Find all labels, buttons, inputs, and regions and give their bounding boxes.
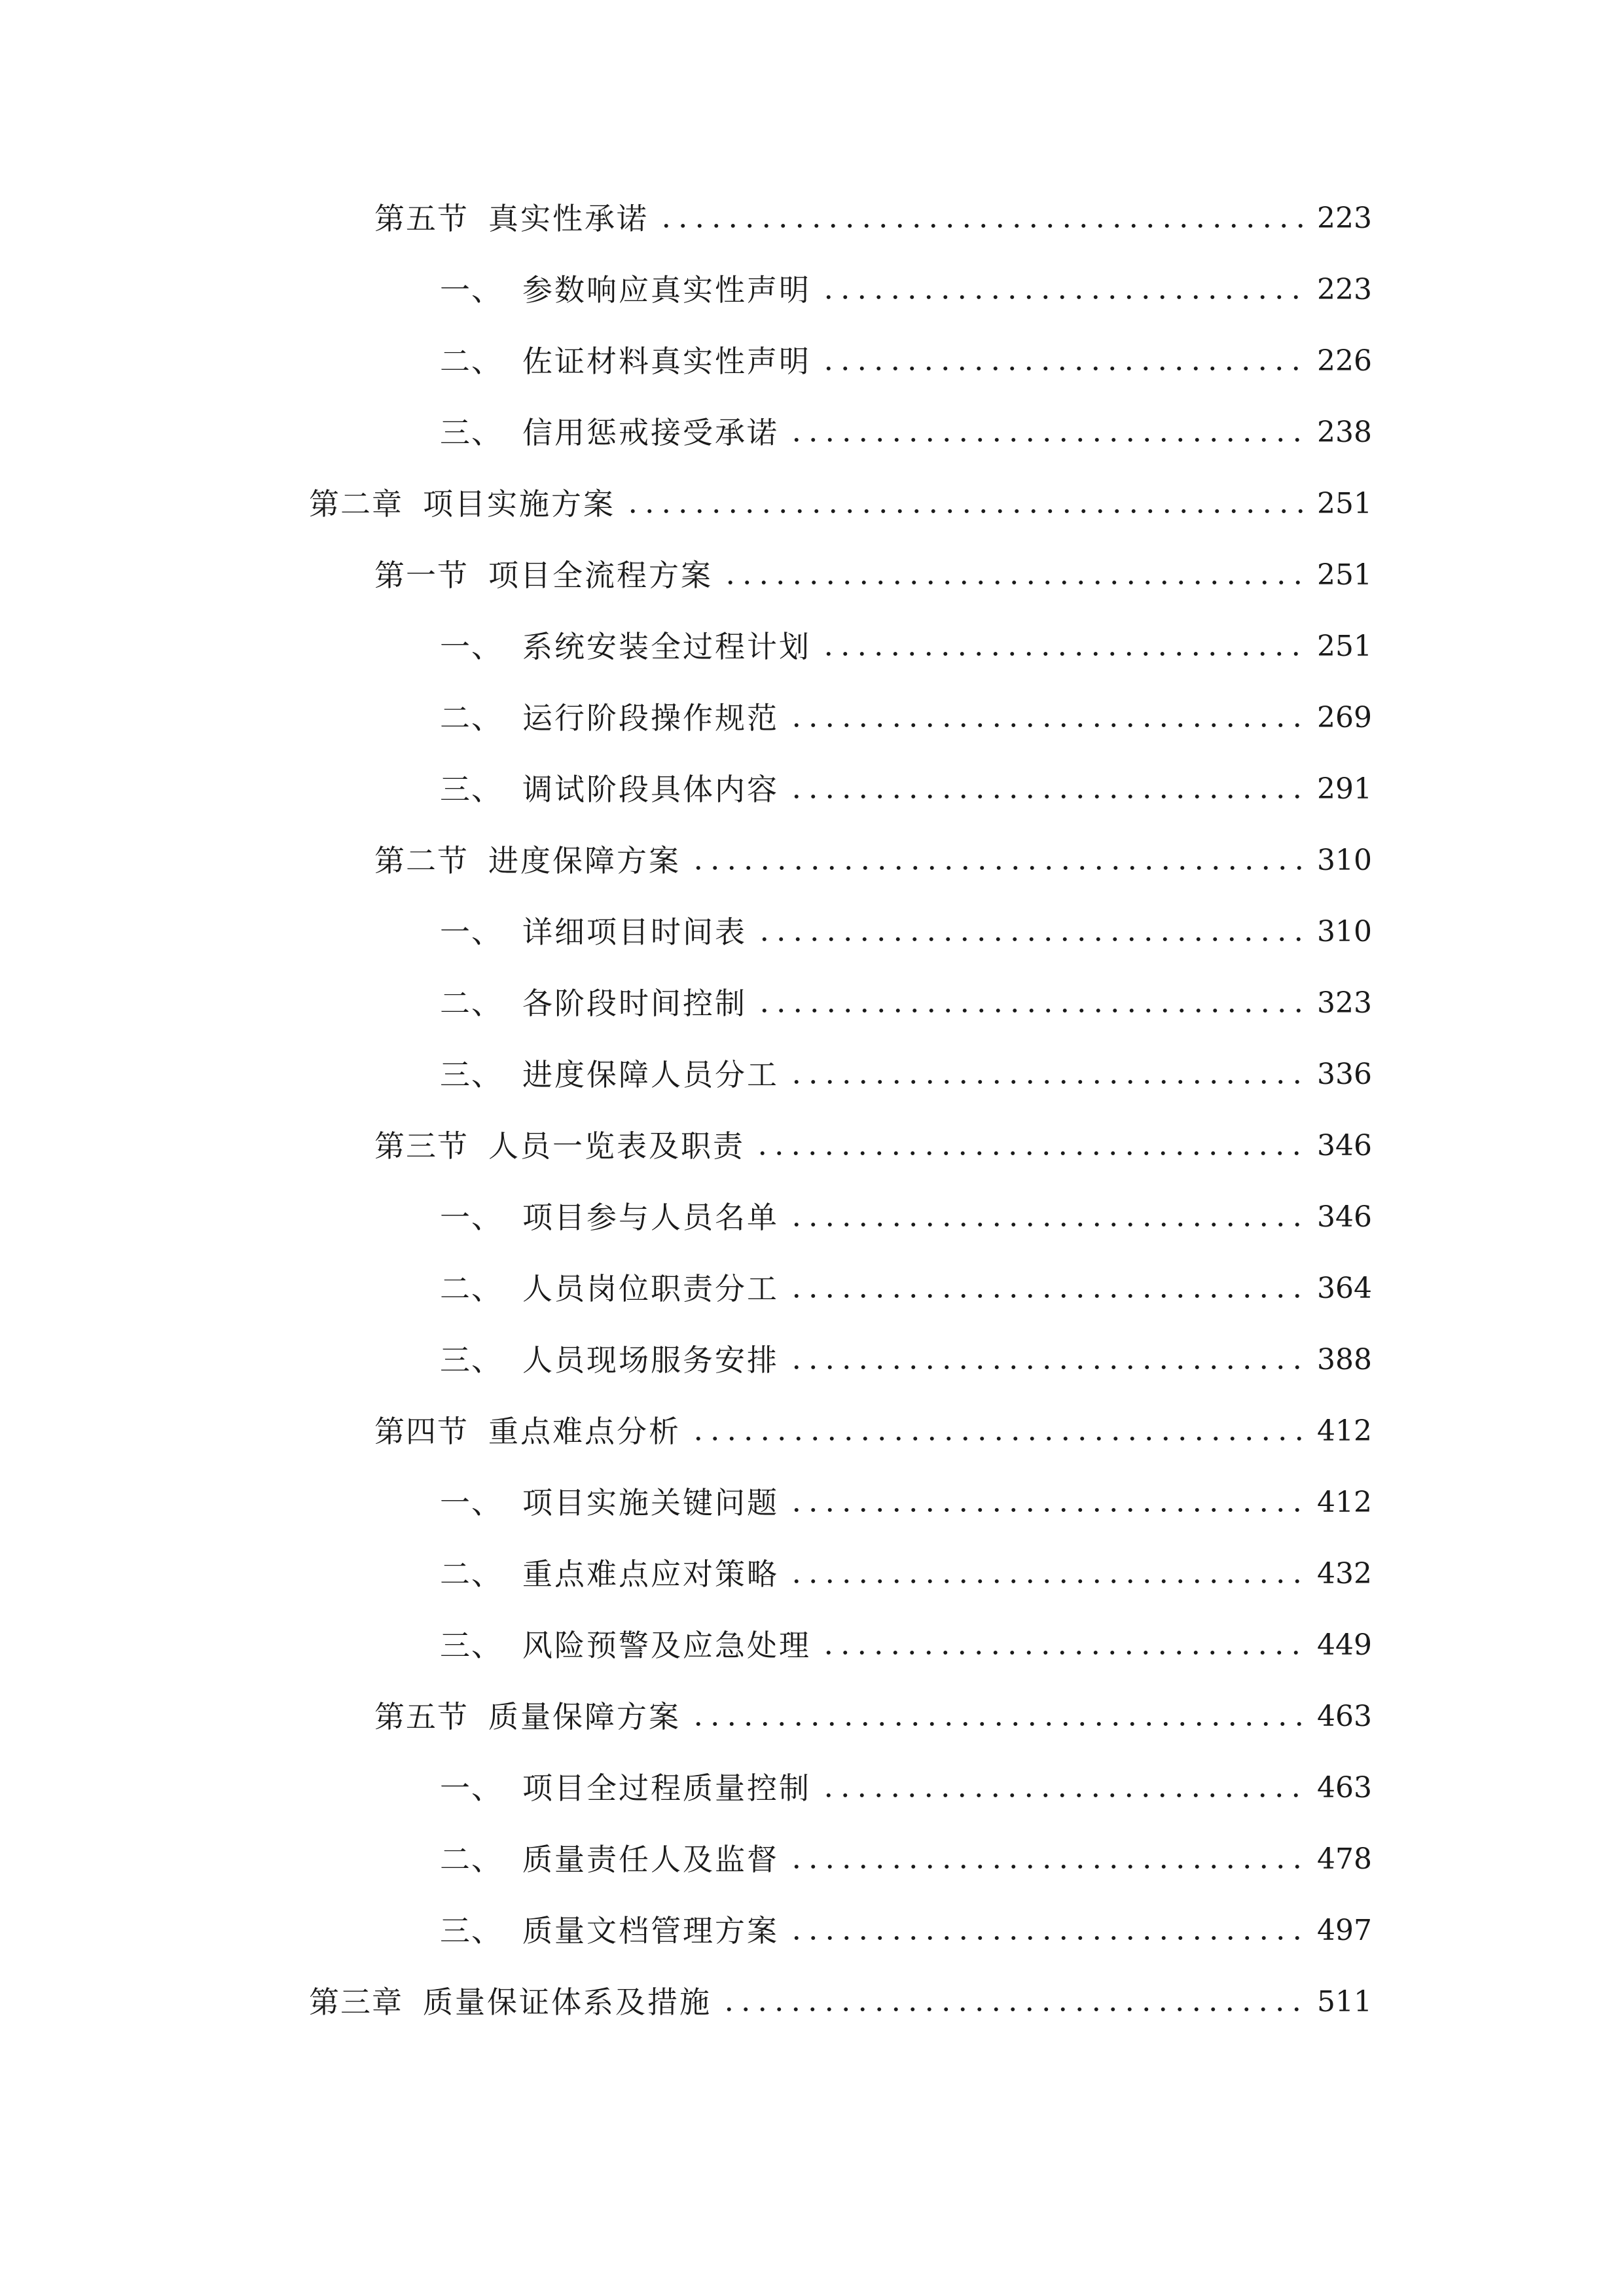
toc-entry[interactable] <box>440 692 1372 744</box>
toc-dot-leader <box>690 1721 1305 1727</box>
toc-entry-title: 调试阶段具体内容 <box>522 772 779 807</box>
toc-entry-number: 一、 <box>440 914 503 950</box>
toc-entry-number: 第二章 <box>309 486 403 522</box>
toc-entry[interactable] <box>440 1619 1372 1672</box>
toc-entry-page: 432 <box>1317 1557 1372 1590</box>
toc-entry-page: 346 <box>1317 1200 1372 1234</box>
toc-entry-page: 336 <box>1317 1058 1372 1091</box>
toc-entry-title: 质量责任人及监督 <box>522 1842 779 1877</box>
toc-entry[interactable] <box>440 763 1372 816</box>
toc-dot-leader <box>788 1864 1305 1869</box>
toc-dot-leader <box>788 1222 1305 1227</box>
toc-entry-page: 388 <box>1317 1343 1372 1376</box>
toc-entry-page: 269 <box>1317 701 1372 734</box>
toc-entry-number: 二、 <box>440 1842 503 1877</box>
toc-entry-title: 人员一览表及职责 <box>488 1128 745 1164</box>
toc-entry[interactable] <box>440 1905 1372 1957</box>
toc-entry[interactable] <box>440 1263 1372 1315</box>
toc-dot-leader <box>788 1293 1305 1299</box>
toc-dot-leader <box>690 865 1305 870</box>
toc-entry-title: 质量文档管理方案 <box>522 1913 779 1948</box>
toc-entry-number: 一、 <box>440 629 503 664</box>
toc-entry-page: 291 <box>1317 772 1372 806</box>
toc-entry[interactable] <box>440 1477 1372 1529</box>
toc-entry[interactable] <box>374 834 1372 887</box>
toc-dot-leader <box>754 1151 1305 1156</box>
toc-entry-title: 佐证材料真实性声明 <box>522 344 811 379</box>
toc-entry-page: 310 <box>1317 915 1372 948</box>
toc-entry[interactable] <box>374 192 1372 245</box>
toc-dot-leader <box>722 580 1305 585</box>
toc-entry-page: 449 <box>1317 1628 1372 1662</box>
toc-dot-leader <box>788 723 1305 728</box>
toc-entry-page: 323 <box>1317 986 1372 1020</box>
toc-entry-number: 三、 <box>440 1628 503 1663</box>
toc-entry[interactable] <box>440 1833 1372 1886</box>
toc-entry-number: 第三节 <box>374 1128 469 1164</box>
toc-entry-title: 信用惩戒接受承诺 <box>522 415 779 450</box>
toc-entry-page: 223 <box>1317 273 1372 306</box>
toc-entry-page: 251 <box>1317 558 1372 592</box>
toc-entry-number: 第五节 <box>374 201 469 236</box>
toc-entry[interactable] <box>309 1976 1372 2028</box>
toc-entry-number: 一、 <box>440 1770 503 1806</box>
toc-entry-number: 二、 <box>440 986 503 1021</box>
toc-entry[interactable] <box>440 906 1372 958</box>
toc-entry-number: 三、 <box>440 415 503 450</box>
toc-entry-title: 项目全过程质量控制 <box>522 1770 811 1806</box>
toc-entry[interactable] <box>440 1049 1372 1101</box>
toc-dot-leader <box>624 509 1305 514</box>
toc-entry-title: 系统安装全过程计划 <box>522 629 811 664</box>
toc-entry-title: 项目实施关键问题 <box>522 1485 779 1520</box>
toc-entry-number: 三、 <box>440 772 503 807</box>
toc-dot-leader <box>820 1793 1305 1798</box>
toc-dot-leader <box>788 1935 1305 1941</box>
toc-entry-title: 重点难点应对策略 <box>522 1556 779 1592</box>
toc-entry-number: 一、 <box>440 272 503 308</box>
toc-entry[interactable] <box>374 1405 1372 1458</box>
toc-entry-title: 人员岗位职责分工 <box>522 1271 779 1306</box>
toc-entry[interactable] <box>440 1762 1372 1814</box>
toc-entry-title: 人员现场服务安排 <box>522 1342 779 1378</box>
toc-entry-title: 风险预警及应急处理 <box>522 1628 811 1663</box>
toc-entry-number: 二、 <box>440 1271 503 1306</box>
toc-entry-number: 二、 <box>440 700 503 736</box>
toc-dot-leader <box>690 1436 1305 1441</box>
toc-entry-title: 质量保证体系及措施 <box>423 1984 712 2020</box>
toc-dot-leader <box>820 295 1305 300</box>
toc-entry-page: 238 <box>1317 416 1372 449</box>
toc-entry-page: 511 <box>1317 1985 1372 2018</box>
toc-dot-leader <box>820 651 1305 656</box>
toc-entry-number: 二、 <box>440 1556 503 1592</box>
toc-entry-number: 一、 <box>440 1485 503 1520</box>
toc-entry-page: 497 <box>1317 1914 1372 1947</box>
toc-entry-title: 项目全流程方案 <box>488 558 713 593</box>
toc-entry-page: 223 <box>1317 202 1372 235</box>
toc-entry[interactable] <box>440 264 1372 316</box>
toc-dot-leader <box>788 1079 1305 1085</box>
toc-entry-title: 参数响应真实性声明 <box>522 272 811 308</box>
toc-entry-page: 346 <box>1317 1129 1372 1162</box>
toc-entry-page: 478 <box>1317 1842 1372 1876</box>
toc-entry-title: 进度保障方案 <box>488 843 681 878</box>
toc-entry-title: 重点难点分析 <box>488 1414 681 1449</box>
toc-dot-leader <box>788 1579 1305 1584</box>
toc-entry-page: 226 <box>1317 344 1372 378</box>
toc-entry[interactable] <box>440 977 1372 1030</box>
toc-dot-leader <box>756 1008 1305 1013</box>
toc-entry[interactable] <box>374 1691 1372 1743</box>
toc-entry-page: 463 <box>1317 1700 1372 1733</box>
toc-entry-title: 真实性承诺 <box>488 201 649 236</box>
toc-entry-page: 364 <box>1317 1272 1372 1305</box>
toc-dot-leader <box>756 937 1305 942</box>
toc-entry-number: 三、 <box>440 1342 503 1378</box>
toc-entry-number: 一、 <box>440 1200 503 1235</box>
toc-dot-leader <box>788 1507 1305 1513</box>
toc-entry-title: 质量保障方案 <box>488 1699 681 1734</box>
toc-dot-leader <box>820 366 1305 371</box>
toc-entry-title: 运行阶段操作规范 <box>522 700 779 736</box>
toc-entry-page: 463 <box>1317 1771 1372 1804</box>
toc-entry-page: 251 <box>1317 630 1372 663</box>
toc-entry-title: 进度保障人员分工 <box>522 1057 779 1092</box>
toc-entry[interactable] <box>309 478 1372 530</box>
toc-entry-title: 项目实施方案 <box>423 486 615 522</box>
toc-entry-page: 412 <box>1317 1486 1372 1519</box>
toc-dot-leader <box>788 794 1305 799</box>
toc-dot-leader <box>658 223 1305 228</box>
toc-entry[interactable] <box>440 1191 1372 1244</box>
toc-entry-title: 详细项目时间表 <box>522 914 747 950</box>
toc-entry[interactable] <box>440 1548 1372 1600</box>
toc-entry[interactable] <box>440 406 1372 459</box>
toc-entry[interactable] <box>440 620 1372 673</box>
toc-entry[interactable] <box>440 1334 1372 1386</box>
toc-entry-number: 第三章 <box>309 1984 403 2020</box>
toc-entry-page: 251 <box>1317 487 1372 520</box>
toc-entry-number: 第四节 <box>374 1414 469 1449</box>
toc-dot-leader <box>788 1365 1305 1370</box>
toc-dot-leader <box>820 1650 1305 1655</box>
toc-entry-page: 412 <box>1317 1414 1372 1448</box>
toc-entry-number: 三、 <box>440 1057 503 1092</box>
toc-dot-leader <box>788 437 1305 442</box>
toc-entry-page: 310 <box>1317 844 1372 877</box>
toc-entry-number: 二、 <box>440 344 503 379</box>
toc-entry[interactable] <box>374 549 1372 601</box>
toc-entry-number: 第一节 <box>374 558 469 593</box>
toc-entry-title: 项目参与人员名单 <box>522 1200 779 1235</box>
toc-entry[interactable] <box>440 335 1372 387</box>
toc-entry-number: 三、 <box>440 1913 503 1948</box>
toc-entry[interactable] <box>374 1120 1372 1172</box>
toc-dot-leader <box>721 2007 1305 2012</box>
toc-entry-number: 第二节 <box>374 843 469 878</box>
toc-entry-title: 各阶段时间控制 <box>522 986 747 1021</box>
toc-entry-number: 第五节 <box>374 1699 469 1734</box>
